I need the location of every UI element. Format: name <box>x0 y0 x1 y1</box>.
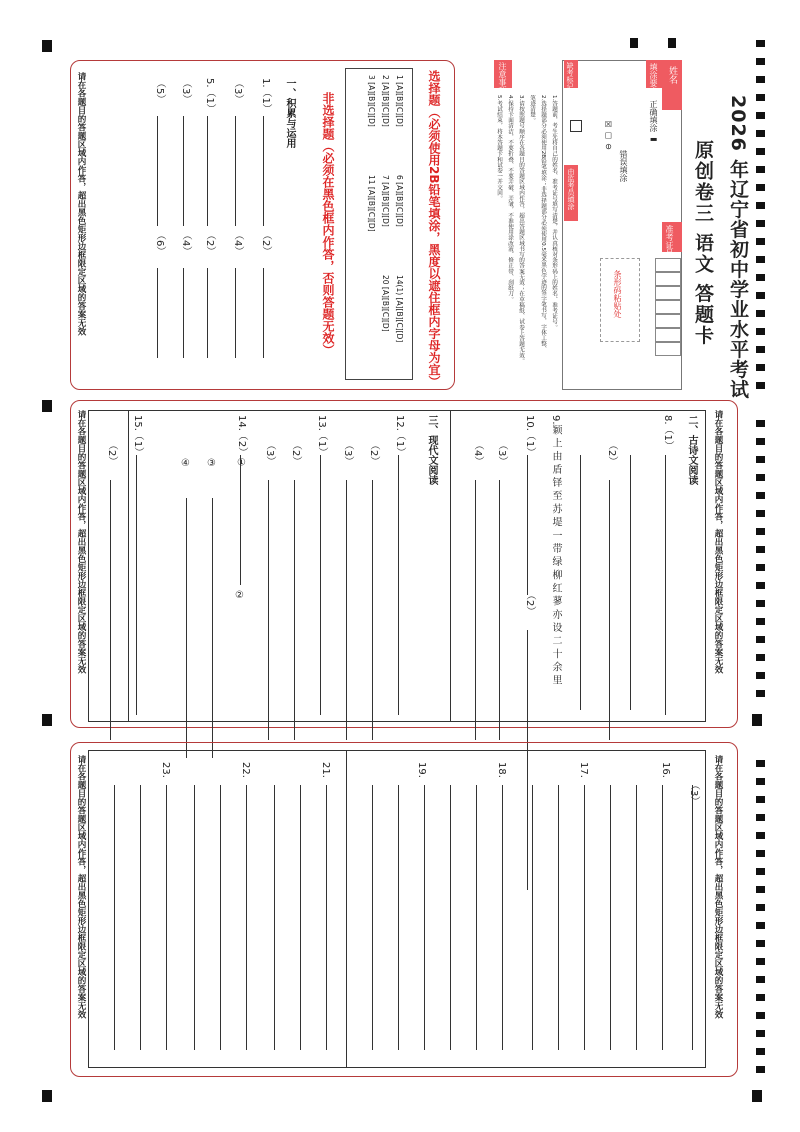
warning-1: 请在各题目的答题区域内作答，超出黑色矩形边框限定区域的答案无效 <box>76 72 86 336</box>
answer-label: ④ <box>180 458 191 469</box>
answer-label: 23. <box>160 762 171 778</box>
warning-2-right: 请在各题目的答题区域内作答，超出黑色矩形边框限定区域的答案无效 <box>713 410 723 674</box>
timing-mark <box>756 994 765 1001</box>
timing-mark <box>756 582 765 589</box>
timing-mark <box>756 130 765 137</box>
notes-block: 1.答题前，考生先将自己的姓名、准考证号填写清楚，并认真核对条形码上的姓名、准考证号。 2.选择题部分必须使用2B铅笔填涂；非选择题部分必须使用0.5毫米黑色字迹的签字笔书写，字体工整、 笔迹清楚。 3.请按照题号顺序在各题目的答题区域内作答，超出答题区域书写的答案无效；在草稿纸、试卷上答题无效。 4.保持卡面清洁，不要折叠、不要弄破、弄皱，不准使用涂改液、修正带、刮纸刀。 5.考试结束，将本答题卡和试卷一并交回。 <box>496 95 557 364</box>
timing-mark <box>756 1030 765 1037</box>
answer-label: 17. <box>578 762 589 778</box>
answer-label: （2） <box>204 230 215 257</box>
page-subtitle: 原创卷三 语文 答题卡 <box>692 140 714 347</box>
answer-line[interactable] <box>630 455 631 710</box>
answer-line[interactable] <box>235 268 236 358</box>
absent-label: 缺考标记 <box>566 62 574 90</box>
sec2-heading: 二、古诗文阅读 <box>686 415 697 485</box>
answer-line[interactable] <box>157 268 158 358</box>
timing-mark <box>756 1048 765 1055</box>
answer-line[interactable] <box>268 480 269 740</box>
timing-mark <box>756 420 765 427</box>
answer-label: （6） <box>154 230 165 257</box>
timing-mark <box>756 166 765 173</box>
answer-line[interactable] <box>398 455 399 715</box>
answer-line[interactable] <box>665 455 666 715</box>
timing-mark <box>756 456 765 463</box>
answer-line[interactable] <box>207 268 208 358</box>
choice-title: 选择题（必须使用2B铅笔填涂，黑度以遮住框内字母为宜） <box>427 70 441 388</box>
answer-line[interactable] <box>692 785 693 1050</box>
answer-line[interactable] <box>424 785 425 1050</box>
answer-label: 18. <box>496 762 507 778</box>
answer-line[interactable] <box>499 480 500 740</box>
choice-row[interactable]: 1 [A][B][C][D] <box>395 75 404 127</box>
answer-line[interactable] <box>207 116 208 226</box>
absent-checkbox[interactable] <box>570 120 582 132</box>
answer-label: 14.（2）① <box>236 415 247 469</box>
timing-mark <box>756 382 765 389</box>
answer-line[interactable] <box>558 785 559 1050</box>
nonchoice-title: 非选择题（必须在黑色框内作答，否则答题无效） <box>321 92 335 356</box>
answer-line[interactable] <box>320 455 321 715</box>
timing-mark <box>756 438 765 445</box>
answer-label: 16. <box>660 762 671 778</box>
timing-mark <box>756 492 765 499</box>
answer-line[interactable] <box>609 480 610 740</box>
ticket-digit-cell[interactable] <box>655 314 681 328</box>
answer-line[interactable] <box>527 455 528 595</box>
answer-label: （3） <box>496 440 507 467</box>
timing-mark <box>756 40 765 47</box>
answer-line[interactable] <box>346 480 347 740</box>
answer-line[interactable] <box>166 785 167 1050</box>
answer-label: （3） <box>180 78 191 105</box>
answer-label: （3） <box>688 780 699 807</box>
ticket-digit-cell[interactable] <box>655 342 681 356</box>
choice-row[interactable]: 7 [A][B][C][D] <box>381 175 390 227</box>
answer-label: （2） <box>524 590 535 617</box>
timing-mark <box>756 778 765 785</box>
timing-mark <box>756 58 765 65</box>
answer-line[interactable] <box>450 785 451 1050</box>
timing-mark <box>756 256 765 263</box>
choice-row[interactable]: 14(1) [A][B][C][D] <box>395 275 404 343</box>
answer-line[interactable] <box>235 116 236 226</box>
timing-mark <box>756 76 765 83</box>
ticket-digit-cell[interactable] <box>655 258 681 272</box>
correct-fill: 正确填涂 ▬ <box>649 100 658 144</box>
timing-mark <box>756 528 765 535</box>
answer-label: （2） <box>106 440 117 467</box>
answer-line[interactable] <box>263 116 264 226</box>
timing-mark <box>756 112 765 119</box>
timing-mark <box>756 976 765 983</box>
answer-label: 22. <box>240 762 251 778</box>
answer-line[interactable] <box>246 785 247 1050</box>
timing-mark <box>756 850 765 857</box>
answer-line[interactable] <box>183 116 184 226</box>
timing-mark <box>756 636 765 643</box>
ticket-digit-cell[interactable] <box>655 286 681 300</box>
answer-label: （3） <box>342 440 353 467</box>
answer-label: 10.（1） <box>524 415 535 458</box>
timing-mark <box>756 886 765 893</box>
answer-line[interactable] <box>263 268 264 358</box>
answer-line[interactable] <box>610 785 611 1050</box>
teacher-mark: 由监考员填涂 <box>567 168 575 210</box>
answer-label: 1.（1） <box>260 78 271 114</box>
answer-line[interactable] <box>294 480 295 740</box>
timing-mark <box>756 868 765 875</box>
answer-line[interactable] <box>186 498 187 758</box>
answer-line[interactable] <box>300 785 301 1050</box>
timing-mark <box>756 904 765 911</box>
timing-mark <box>756 474 765 481</box>
answer-line[interactable] <box>110 480 111 740</box>
answer-label: （4） <box>180 230 191 257</box>
answer-line[interactable] <box>398 785 399 1050</box>
timing-mark <box>756 814 765 821</box>
barcode-label: 条形码粘贴处 <box>613 270 622 318</box>
answer-line[interactable] <box>274 785 275 1050</box>
answer-label: （3） <box>232 78 243 105</box>
timing-mark <box>756 310 765 317</box>
page-title: 2026 年辽宁省初中学业水平考试 <box>727 95 749 400</box>
answer-line[interactable] <box>326 785 327 1050</box>
answer-line[interactable] <box>194 785 195 1050</box>
timing-mark <box>756 690 765 697</box>
answer-label: （3） <box>264 440 275 467</box>
answer-line[interactable] <box>476 785 477 1050</box>
ticket-digit-cell[interactable] <box>655 272 681 286</box>
timing-mark <box>756 546 765 553</box>
timing-mark <box>756 148 765 155</box>
ticket-digit-cell[interactable] <box>655 300 681 314</box>
ticket-digit-cell[interactable] <box>655 328 681 342</box>
choice-row[interactable]: 11 [A][B][C][D] <box>367 175 376 232</box>
timing-mark <box>756 672 765 679</box>
answer-label: （4） <box>472 440 483 467</box>
answer-label: 5.（1） <box>204 78 215 114</box>
answer-line[interactable] <box>372 480 373 740</box>
choice-row[interactable]: 2 [A][B][C][D] <box>381 75 390 127</box>
timing-mark <box>756 238 765 245</box>
answer-label: （2） <box>368 440 379 467</box>
answer-label: （2） <box>290 440 301 467</box>
answer-label: 21. <box>320 762 331 778</box>
answer-line[interactable] <box>240 455 241 585</box>
answer-line[interactable] <box>136 455 137 715</box>
timing-mark <box>756 796 765 803</box>
answer-line[interactable] <box>584 785 585 1050</box>
answer-line[interactable] <box>475 480 476 740</box>
answer-label: 8.（1） <box>662 415 673 451</box>
timing-mark <box>756 292 765 299</box>
answer-line[interactable] <box>580 455 581 710</box>
answer-line[interactable] <box>636 785 637 1050</box>
answer-label: ③ <box>206 458 217 469</box>
timing-mark <box>756 600 765 607</box>
ticket-label: 准考证号 <box>665 225 674 257</box>
timing-mark <box>756 1066 765 1073</box>
timing-mark <box>756 958 765 965</box>
timing-mark <box>756 274 765 281</box>
warning-2-left: 请在各题目的答题区域内作答，超出黑色矩形边框限定区域的答案无效 <box>76 410 86 674</box>
school-label: 姓名 <box>667 66 677 84</box>
timing-mark <box>756 760 765 767</box>
answer-line[interactable] <box>157 116 158 226</box>
timing-mark <box>756 364 765 371</box>
notice-label: 注意事项 <box>498 62 507 94</box>
timing-mark <box>756 346 765 353</box>
sec3-heading: 三、现代文阅读 <box>426 415 437 485</box>
timing-mark <box>756 940 765 947</box>
answer-label: 13.（1） <box>316 415 327 458</box>
answer-label: （4） <box>232 230 243 257</box>
wrong-fill: 错误填涂 <box>619 150 628 182</box>
answer-line[interactable] <box>140 785 141 1050</box>
timing-mark <box>756 184 765 191</box>
timing-mark <box>756 654 765 661</box>
timing-mark <box>756 94 765 101</box>
answer-label: 19. <box>416 762 427 778</box>
warning-3-right: 请在各题目的答题区域内作答，超出黑色矩形边框限定区域的答案无效 <box>713 755 723 1019</box>
answer-line[interactable] <box>212 498 213 758</box>
warning-3-left: 请在各题目的答题区域内作答，超出黑色矩形边框限定区域的答案无效 <box>76 755 86 1019</box>
answer-label: （2） <box>606 440 617 467</box>
timing-mark <box>756 832 765 839</box>
answer-label: （5） <box>154 78 165 105</box>
timing-mark <box>756 220 765 227</box>
timing-mark <box>756 922 765 929</box>
answer-line[interactable] <box>532 785 533 1050</box>
timing-mark <box>756 328 765 335</box>
answer-line[interactable] <box>502 785 503 1050</box>
answer-line[interactable] <box>114 785 115 1050</box>
timing-mark <box>756 510 765 517</box>
choice-row[interactable]: 3 [A][B][C][D] <box>367 75 376 127</box>
timing-mark <box>756 1012 765 1019</box>
sec1-heading: 一、积累与运用 <box>284 78 295 148</box>
choice-row[interactable]: 6 [A][B][C][D] <box>395 175 404 227</box>
answer-line[interactable] <box>662 785 663 1050</box>
choice-row[interactable]: 20 [A][B][C][D] <box>381 275 390 332</box>
answer-line[interactable] <box>220 785 221 1050</box>
answer-label: ② <box>234 590 245 601</box>
answer-label: 12.（1） <box>394 415 405 458</box>
timing-mark <box>756 618 765 625</box>
answer-label: 9.颖 上 由 盾 铎 至 苏 堤 一 带 绿 柳 红 蓼 亦 设 二 十 余 里 <box>550 415 561 685</box>
fill-label: 填涂要求 <box>649 63 658 95</box>
answer-label: （2） <box>260 230 271 257</box>
answer-line[interactable] <box>183 268 184 358</box>
answer-line[interactable] <box>372 785 373 1050</box>
answer-label: 15.（1） <box>132 415 143 458</box>
timing-mark <box>756 202 765 209</box>
timing-mark <box>756 564 765 571</box>
